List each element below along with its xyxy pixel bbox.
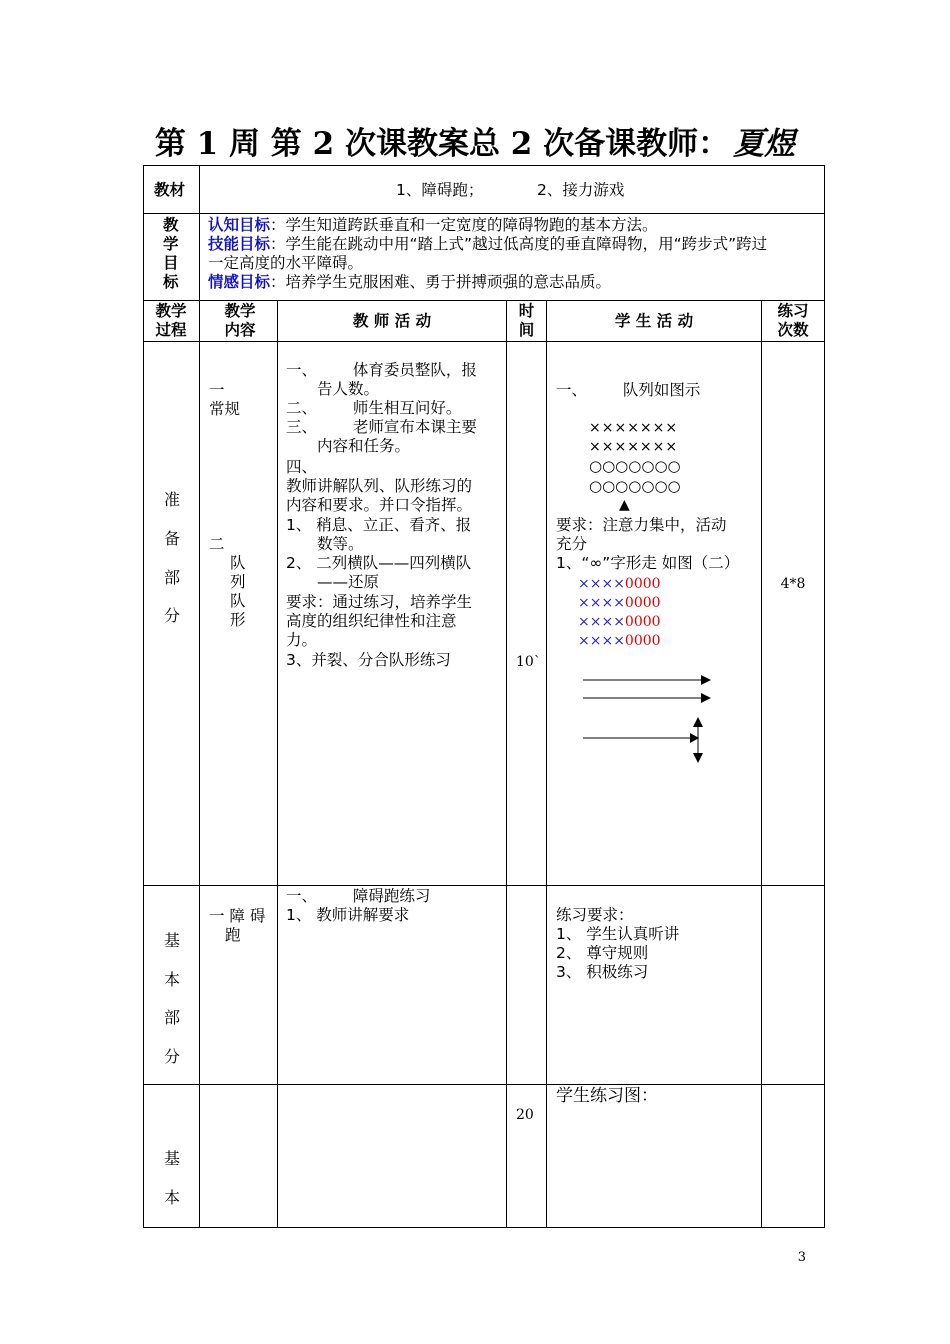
basic2-time: 20 [516, 1107, 534, 1123]
formation-row-o2: ○○○○○○○ [589, 477, 681, 495]
col-process-2: 过程 [155, 321, 187, 339]
basic-section-2: 本 [163, 970, 180, 989]
formation-row-x2: ××××××× [589, 439, 679, 455]
arrow-down-icon [693, 753, 703, 763]
prep-teacher-line: 力。 [286, 631, 318, 649]
prep-teacher-line: 内容和任务。 [286, 437, 411, 455]
table-border-top [143, 165, 825, 166]
title-text: 第 1 周 第 2 次课教案总 2 次备课教师： [154, 126, 730, 162]
col-reps-1: 练习 [777, 302, 809, 320]
formation-row-1 [578, 574, 661, 594]
prep-section-4: 分 [163, 606, 180, 625]
table-border-left [143, 165, 144, 1228]
col-time-2: 间 [518, 321, 535, 339]
row-line [143, 341, 825, 342]
formation-0: 0000 [624, 633, 661, 649]
basic2-student: 学生练习图： [556, 1086, 658, 1106]
col-teacher: 教 师 活 动 [352, 312, 432, 330]
goal-skill-cont: 一定高度的水平障碍。 [208, 254, 364, 272]
mubiao-label-2: 学 [163, 235, 179, 253]
formation-row-x1: ××××××× [589, 420, 679, 436]
prep-teacher-line: ——还原 [286, 573, 380, 591]
prep-content-2e: 形 [230, 611, 246, 629]
prep-teacher-line: 二、 师生相互问好。 [286, 399, 462, 417]
prep-content-2d: 队 [230, 592, 246, 610]
col-line [761, 300, 762, 1228]
goal-cognitive [208, 216, 658, 235]
prep-teacher-line: 高度的组织纪律性和注意 [286, 612, 457, 630]
col-time-1: 时 [518, 302, 535, 320]
prep-teacher-line: 1、 稍息、立正、看齐、报 [286, 516, 472, 534]
table-border-right [824, 165, 825, 1228]
prep-teacher-line: 3、并裂、分合队形练习 [286, 651, 451, 669]
goal-skill [208, 235, 767, 254]
basic-student-2: 1、 学生认真听讲 [556, 925, 680, 943]
prep-teacher-line: 内容和要求。并口令指挥。 [286, 496, 473, 514]
formation-0: 0000 [624, 595, 661, 611]
prep-teacher-line: 一、 体育委员整队，报 [286, 361, 477, 379]
col-line [506, 300, 507, 1228]
basic-section-3: 部 [163, 1008, 180, 1027]
prep-content-2a: 二 [209, 535, 225, 553]
basic-section-4: 分 [163, 1047, 180, 1066]
prep-time: 10` [516, 654, 541, 670]
col-student: 学 生 活 动 [614, 312, 694, 330]
formation-0: 0000 [624, 614, 661, 630]
goal2-text: ：学生能在跳动中用“踏上式”越过低高度的垂直障碍物，用“跨步式”跨过 [270, 235, 768, 253]
jiaocai-label: 教材 [154, 181, 186, 199]
basic-content-1: 一 障 碍 [209, 907, 266, 925]
formation-x: ×××× [578, 614, 625, 630]
mubiao-label-3: 目 [163, 254, 179, 272]
prep-req-1: 要求：注意力集中，活动 [556, 516, 727, 534]
formation-row-2 [578, 593, 661, 613]
col-line [199, 300, 200, 1228]
basic-teacher-1: 一、 障碍跑练习 [286, 887, 431, 905]
row-line [143, 885, 825, 886]
movement-diagram [575, 665, 725, 775]
prep-teacher-line: 三、 老师宣布本课主要 [286, 418, 477, 436]
goal1-text: ：学生知道跨跃垂直和一定宽度的障碍物跑的基本方法。 [270, 216, 658, 234]
prep-teacher-line: 告人数。 [286, 380, 380, 398]
row-line [143, 300, 825, 301]
basic-student-1: 练习要求： [556, 906, 634, 924]
prep-teacher-line: 教师讲解队列、队形练习的 [286, 477, 473, 495]
prep-content-1a: 一 [209, 381, 225, 399]
prep-req-2: 充分 [556, 535, 588, 553]
arrow-up-icon [693, 717, 703, 727]
formation-x: ×××× [578, 633, 625, 649]
jiaocai-item-2: 2、接力游戏 [537, 181, 625, 199]
goal3-text: ：培养学生克服困难、勇于拼搏顽强的意志品质。 [270, 273, 612, 291]
goal-emotional [208, 273, 611, 292]
goal3-label: 情感目标 [208, 273, 271, 291]
mubiao-label-1: 教 [163, 216, 179, 234]
col-line [277, 300, 278, 1228]
basic-teacher-2: 1、 教师讲解要求 [286, 906, 410, 924]
formation-row-3 [578, 612, 661, 632]
row-line [143, 213, 825, 214]
formation-row-o1: ○○○○○○○ [589, 457, 681, 475]
prep-req-3: 1、“∞”字形走 如图（二） [556, 554, 740, 572]
formation-x: ×××× [578, 595, 625, 611]
arrow-head-icon [701, 693, 711, 703]
mubiao-label-4: 标 [163, 273, 179, 291]
prep-teacher-line: 2、 二列横队——四列横队 [286, 554, 472, 572]
prep-section-3: 部 [163, 568, 180, 587]
basic-section-1: 基 [163, 931, 180, 950]
prep-section-1: 准 [163, 490, 180, 509]
basic-student-3: 2、 尊守规则 [556, 944, 649, 962]
col-reps-2: 次数 [777, 321, 809, 339]
basic2-section-2: 本 [163, 1188, 180, 1207]
formation-0: 0000 [624, 576, 661, 592]
col-content-1: 教学 [224, 302, 256, 320]
teacher-position-icon: ▲ [619, 497, 631, 513]
prep-content-2b: 队 [230, 554, 246, 572]
prep-teacher-line: 要求：通过练习，培养学生 [286, 593, 473, 611]
col-line [546, 300, 547, 1228]
col-process-1: 教学 [155, 302, 187, 320]
col-line [199, 165, 200, 300]
page-title [0, 118, 950, 163]
formation-x: ×××× [578, 576, 625, 592]
basic-student-4: 3、 积极练习 [556, 963, 649, 981]
teacher-signature: 夏煜 [733, 126, 796, 162]
arrow-head-icon [701, 675, 711, 685]
goal1-label: 认知目标 [208, 216, 271, 234]
jiaocai-item-1: 1、障碍跑； [396, 181, 484, 199]
goal2-label: 技能目标 [208, 235, 271, 253]
basic-content-2: 跑 [225, 926, 241, 944]
basic2-section-1: 基 [163, 1149, 180, 1168]
prep-section-2: 备 [163, 529, 180, 548]
table-border-bottom [143, 1227, 825, 1228]
prep-student-head: 一、 队列如图示 [556, 381, 701, 399]
row-line [143, 1084, 825, 1085]
prep-teacher-line: 四、 [286, 458, 318, 476]
prep-content-1b: 常规 [209, 400, 241, 418]
page-number: 3 [797, 1250, 806, 1265]
col-content-2: 内容 [224, 321, 256, 339]
prep-content-2c: 列 [230, 573, 246, 591]
formation-row-4 [578, 631, 661, 651]
prep-teacher-line: 数等。 [286, 535, 364, 553]
prep-reps: 4*8 [780, 576, 806, 592]
